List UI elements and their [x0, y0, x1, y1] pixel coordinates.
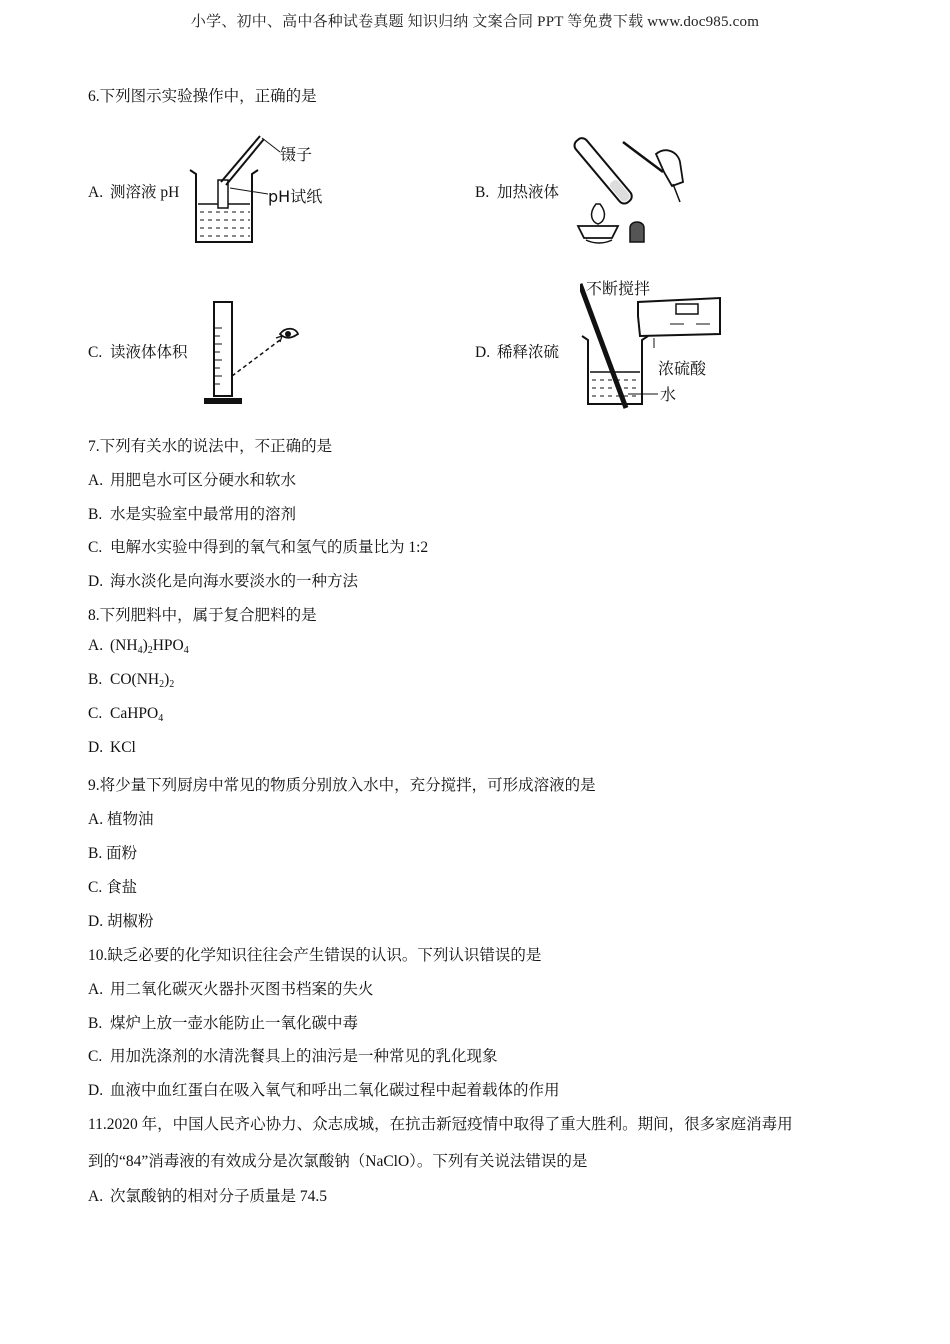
page-header: 小学、初中、高中各种试卷真题 知识归纳 文案合同 PPT 等免费下载 www.doc985.com: [190, 14, 760, 30]
option-text: 用二氧化碳灭火器扑灭图书档案的失火: [110, 981, 374, 998]
option-text: 用加洗涤剂的水清洗餐具上的油污是一种常见的乳化现象: [110, 1048, 498, 1065]
q11-option-a: [88, 1184, 327, 1206]
q9-option-c: C. 食盐: [88, 879, 138, 896]
label-stir: 不断搅拌: [586, 279, 651, 298]
option-letter: C.: [88, 344, 103, 361]
heating-liquid-figure: [568, 122, 698, 246]
diluting-acid-figure: [580, 276, 730, 410]
option-text: 稀释浓硫: [497, 344, 560, 361]
option-text: 水是实验室中最常用的溶剂: [110, 506, 297, 523]
option-letter: D.: [88, 573, 104, 590]
label-conc-acid: 浓硫酸: [658, 359, 707, 378]
q8-option-a: [88, 637, 189, 655]
q9-option-a: A. 植物油: [88, 811, 154, 828]
formula-subscript: 4: [183, 645, 189, 656]
q7-option-b: [88, 502, 296, 524]
option-text: 次氯酸钠的相对分子质量是 74.5: [110, 1188, 328, 1205]
option-text: 读液体体积: [110, 344, 188, 361]
q8-option-b: [88, 671, 174, 689]
option-letter: D.: [88, 1082, 104, 1099]
q9-option-d: D. 胡椒粉: [88, 913, 154, 930]
label-ph-paper: pH试纸: [268, 187, 323, 206]
label-water: 水: [660, 385, 677, 404]
question-7-stem: 7.下列有关水的说法中，不正确的是: [88, 438, 333, 455]
option-letter: A.: [88, 981, 104, 998]
q7-option-a: [88, 468, 296, 490]
q7-option-c: [88, 535, 428, 557]
formula-subscript: 2: [169, 679, 175, 690]
option-text: 加热液体: [497, 184, 560, 201]
formula-subscript: 2: [159, 679, 165, 690]
option-letter: C.: [88, 539, 103, 556]
question-9-stem: 9.将少量下列厨房中常见的物质分别放入水中，充分搅拌，可形成溶液的是: [88, 777, 596, 794]
option-text: 用肥皂水可区分硬水和软水: [110, 472, 297, 489]
q8-option-d: [88, 739, 136, 757]
option-letter: A.: [88, 472, 104, 489]
ph-test-beaker-figure: [188, 130, 338, 245]
option-letter: D.: [475, 344, 491, 361]
formula-part: HPO: [152, 637, 184, 654]
question-8-stem: 8.下列肥料中，属于复合肥料的是: [88, 607, 317, 624]
q6-option-b: [475, 180, 559, 202]
formula-part: CaHPO: [110, 705, 159, 722]
option-letter: B.: [88, 671, 103, 688]
q10-option-c: [88, 1044, 498, 1066]
option-letter: A.: [88, 184, 104, 201]
formula-subscript: 2: [147, 645, 153, 656]
formula-subscript: 4: [158, 713, 164, 724]
formula-subscript: 4: [137, 645, 143, 656]
q8-option-c: [88, 705, 163, 723]
option-text: 海水淡化是向海水要淡水的一种方法: [110, 573, 359, 590]
formula-part: KCl: [110, 739, 136, 756]
formula-part: ): [142, 637, 148, 654]
formula-part: CO(NH: [110, 671, 160, 688]
question-10-stem: 10.缺乏必要的化学知识往往会产生错误的认识。下列认识错误的是: [88, 947, 542, 964]
label-tweezers: 镊子: [280, 145, 313, 164]
question-11-stem-line-1: 11.2020 年，中国人民齐心协力、众志成城，在抗击新冠疫情中取得了重大胜利。期间，很多家庭消毒用: [88, 1116, 793, 1133]
formula-part: (NH: [110, 637, 138, 654]
q6-option-d: [475, 340, 559, 362]
option-text: 血液中血红蛋白在吸入氧气和呼出二氧化碳过程中起着载体的作用: [110, 1082, 560, 1099]
q6-option-c: [88, 340, 188, 362]
graduated-cylinder-figure: [200, 298, 310, 408]
option-letter: A.: [88, 637, 104, 654]
question-11-stem-line-2: 到的“84”消毒液的有效成分是次氯酸钠（NaClO）。下列有关说法错误的是: [88, 1153, 588, 1170]
option-text: 测溶液 pH: [110, 184, 180, 201]
q9-option-b: B. 面粉: [88, 845, 138, 862]
option-letter: C.: [88, 705, 103, 722]
option-letter: D.: [88, 739, 104, 756]
option-letter: A.: [88, 1188, 104, 1205]
q10-option-d: [88, 1078, 560, 1100]
q6-option-a: [88, 180, 179, 202]
q10-option-a: [88, 977, 374, 999]
option-text: 电解水实验中得到的氧气和氢气的质量比为 1:2: [110, 539, 429, 556]
option-letter: B.: [88, 1015, 103, 1032]
q10-option-b: [88, 1011, 358, 1033]
formula-part: ): [164, 671, 170, 688]
option-letter: C.: [88, 1048, 103, 1065]
q7-option-d: [88, 569, 358, 591]
option-letter: B.: [475, 184, 490, 201]
option-text: 煤炉上放一壶水能防止一氧化碳中毒: [110, 1015, 359, 1032]
question-6-stem: 6.下列图示实验操作中，正确的是: [88, 88, 317, 105]
option-letter: B.: [88, 506, 103, 523]
